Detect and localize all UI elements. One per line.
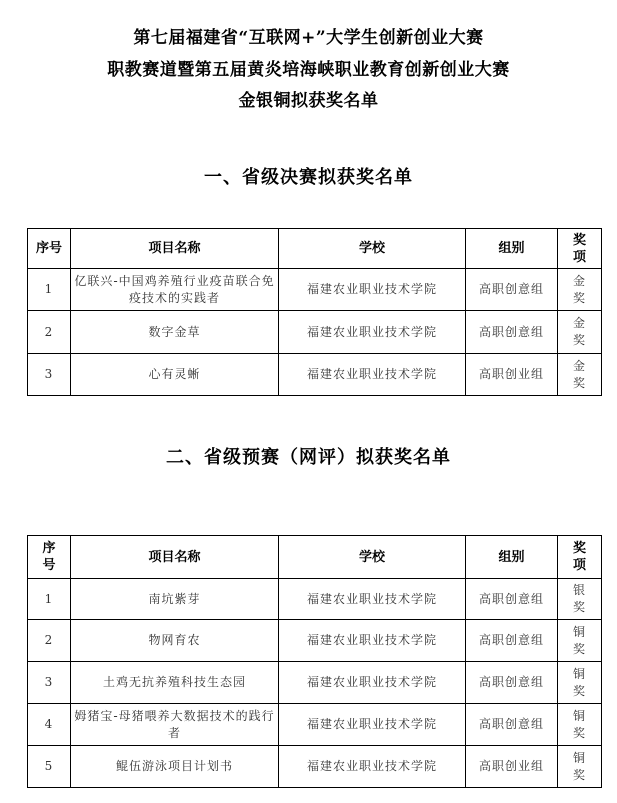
row-seq: 1: [28, 579, 71, 620]
row-group: 高职创意组: [466, 662, 558, 704]
row-project: 鲲伍游泳项目计划书: [71, 746, 279, 788]
row-group: 高职创意组: [466, 579, 558, 620]
row-award: 铜奖: [558, 662, 602, 704]
row-school: 福建农业职业技术学院: [279, 269, 466, 311]
row-project: 物网育农: [71, 620, 279, 662]
row-project: 数字金草: [71, 311, 279, 354]
header-project: 项目名称: [71, 536, 279, 579]
row-school: 福建农业职业技术学院: [279, 579, 466, 620]
document-title-line-2: 职教赛道暨第五届黄炎培海峡职业教育创新创业大赛: [107, 60, 510, 80]
section-1-title: 一、省级决赛拟获奖名单: [204, 167, 413, 188]
final-round-award-table: [27, 228, 602, 396]
header-school: 学校: [279, 536, 466, 579]
header-project: 项目名称: [71, 229, 279, 269]
table-row: [28, 269, 602, 311]
table-row: [28, 311, 602, 354]
row-school: 福建农业职业技术学院: [279, 620, 466, 662]
table-row: [28, 620, 602, 662]
table-header-row: [28, 229, 602, 269]
table-row: [28, 662, 602, 704]
row-seq: 3: [28, 354, 71, 396]
header-award: 奖项: [558, 229, 602, 269]
row-award: 银奖: [558, 579, 602, 620]
row-school: 福建农业职业技术学院: [279, 704, 466, 746]
row-award: 铜奖: [558, 620, 602, 662]
document-title-line-1: 第七届福建省“互联网+”大学生创新创业大赛: [133, 28, 484, 48]
row-school: 福建农业职业技术学院: [279, 662, 466, 704]
row-group: 高职创业组: [466, 746, 558, 788]
section-2-title: 二、省级预赛（网评）拟获奖名单: [166, 447, 451, 468]
row-seq: 2: [28, 311, 71, 354]
row-award: 铜奖: [558, 746, 602, 788]
row-project: 姆猪宝-母猪喂养大数据技术的践行者: [71, 704, 279, 746]
header-school: 学校: [279, 229, 466, 269]
header-seq: 序号: [28, 536, 71, 579]
row-group: 高职创业组: [466, 354, 558, 396]
row-seq: 3: [28, 662, 71, 704]
table-row: [28, 354, 602, 396]
table-header-row: [28, 536, 602, 579]
row-group: 高职创意组: [466, 311, 558, 354]
row-seq: 4: [28, 704, 71, 746]
row-award: 铜奖: [558, 704, 602, 746]
row-group: 高职创意组: [466, 269, 558, 311]
row-project: 心有灵蜥: [71, 354, 279, 396]
header-group: 组别: [466, 229, 558, 269]
row-award: 金奖: [558, 269, 602, 311]
row-group: 高职创意组: [466, 704, 558, 746]
document-title-line-3: 金银铜拟获奖名单: [238, 91, 379, 111]
row-project: 土鸡无抗养殖科技生态园: [71, 662, 279, 704]
row-school: 福建农业职业技术学院: [279, 354, 466, 396]
row-seq: 2: [28, 620, 71, 662]
header-seq: 序号: [28, 229, 71, 269]
header-award: 奖项: [558, 536, 602, 579]
table-row: [28, 746, 602, 788]
table-row: [28, 704, 602, 746]
row-seq: 1: [28, 269, 71, 311]
row-school: 福建农业职业技术学院: [279, 311, 466, 354]
table-row: [28, 579, 602, 620]
row-project: 南坑紫芽: [71, 579, 279, 620]
row-award: 金奖: [558, 311, 602, 354]
row-seq: 5: [28, 746, 71, 788]
row-project: 亿联兴-中国鸡养殖行业疫苗联合免疫技术的实践者: [71, 269, 279, 311]
row-award: 金奖: [558, 354, 602, 396]
row-group: 高职创意组: [466, 620, 558, 662]
row-school: 福建农业职业技术学院: [279, 746, 466, 788]
preliminary-round-award-table: [27, 535, 602, 788]
header-group: 组别: [466, 536, 558, 579]
